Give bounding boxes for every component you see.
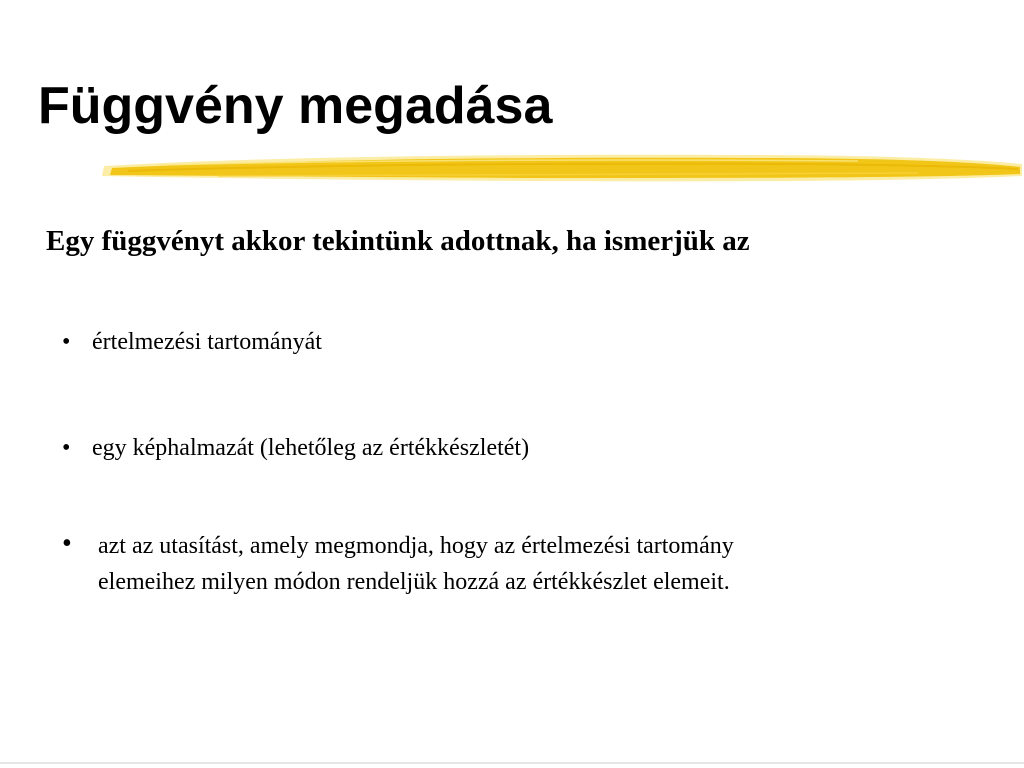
yellow-brush-stroke-icon — [98, 148, 1024, 188]
bottom-divider — [0, 762, 1024, 764]
bullet-icon: • — [62, 435, 71, 461]
bullet-text: értelmezési tartományát — [92, 329, 322, 355]
list-item — [62, 324, 322, 360]
bullet-icon: • — [62, 329, 71, 355]
list-item — [62, 528, 822, 600]
bullet-icon: • — [62, 528, 72, 559]
intro-text: Egy függvényt akkor tekintünk adottnak, ha ismerjük az — [46, 225, 750, 257]
bullet-text: azt az utasítást, amely megmondja, hogy az értelmezési tartomány elemeihez milyen módon rendeljük hozzá az értékkészlet elemeit. — [98, 533, 734, 595]
list-item — [62, 430, 529, 466]
slide-title: Függvény megadása — [38, 77, 553, 135]
bullet-text: egy képhalmazát (lehetőleg az értékkészletét) — [92, 435, 530, 461]
